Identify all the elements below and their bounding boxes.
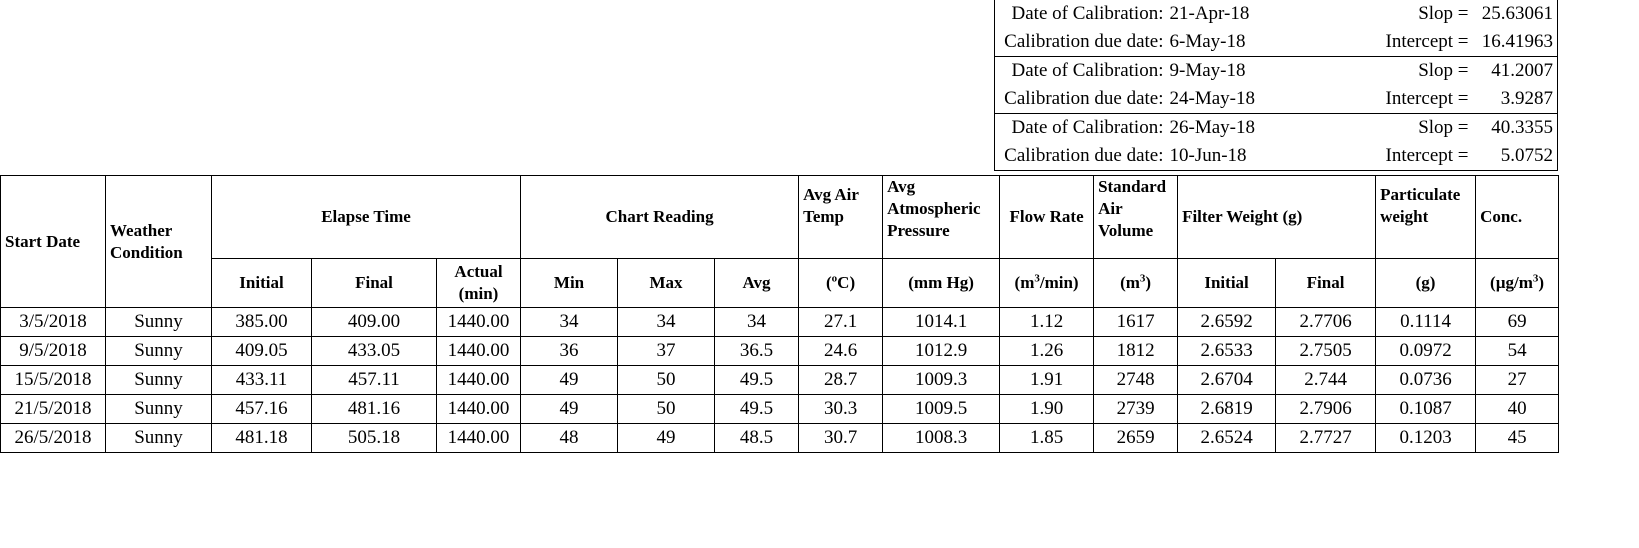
cell-avg-pressure: 1008.3 bbox=[883, 424, 1000, 453]
table-row bbox=[1, 366, 1559, 395]
cell-particulate-weight: 0.0972 bbox=[1376, 337, 1476, 366]
calibration-due-label: Calibration due date: bbox=[1004, 88, 1164, 109]
cell-conc: 40 bbox=[1476, 395, 1559, 424]
calibration-table bbox=[994, 0, 1558, 171]
cell-chart-avg: 49.5 bbox=[715, 366, 799, 395]
cell-start-date: 26/5/2018 bbox=[1, 424, 106, 453]
cell-elapse-initial: 457.16 bbox=[212, 395, 312, 424]
cell-weather: Sunny bbox=[106, 366, 212, 395]
header-start-date: Start Date bbox=[1, 176, 106, 308]
cell-filter-final: 2.7906 bbox=[1276, 395, 1376, 424]
cell-elapse-initial: 385.00 bbox=[212, 308, 312, 337]
cell-std-air-volume: 2659 bbox=[1094, 424, 1178, 453]
cell-start-date: 9/5/2018 bbox=[1, 337, 106, 366]
header-particulate-weight: Particulate weight bbox=[1376, 176, 1476, 259]
cell-start-date: 3/5/2018 bbox=[1, 308, 106, 337]
header-standard-air-volume: Standard Air Volume bbox=[1094, 176, 1178, 259]
table-row bbox=[1, 308, 1559, 337]
cell-avg-air-temp: 28.7 bbox=[799, 366, 883, 395]
cell-elapse-initial: 409.05 bbox=[212, 337, 312, 366]
header-elapse-time: Elapse Time bbox=[212, 176, 521, 259]
cell-flow-rate: 1.26 bbox=[1000, 337, 1094, 366]
calibration-due-value: 24-May-18 bbox=[1169, 88, 1255, 109]
calibration-due-row bbox=[995, 85, 1558, 114]
cell-elapse-actual: 1440.00 bbox=[437, 395, 521, 424]
cell-elapse-final: 505.18 bbox=[312, 424, 437, 453]
cell-chart-avg: 48.5 bbox=[715, 424, 799, 453]
intercept-label: Intercept = bbox=[1385, 31, 1469, 52]
cell-filter-initial: 2.6819 bbox=[1178, 395, 1276, 424]
calibration-date-value: 9-May-18 bbox=[1170, 57, 1280, 86]
cell-conc: 45 bbox=[1476, 424, 1559, 453]
measurement-table bbox=[0, 175, 1559, 453]
cell-std-air-volume: 1617 bbox=[1094, 308, 1178, 337]
header-filter-initial: Initial bbox=[1178, 259, 1276, 308]
cell-elapse-actual: 1440.00 bbox=[437, 366, 521, 395]
cell-avg-pressure: 1014.1 bbox=[883, 308, 1000, 337]
cell-filter-initial: 2.6533 bbox=[1178, 337, 1276, 366]
cell-flow-rate: 1.85 bbox=[1000, 424, 1094, 453]
cell-std-air-volume: 2739 bbox=[1094, 395, 1178, 424]
calibration-date-value: 26-May-18 bbox=[1170, 114, 1280, 143]
header-elapse-initial: Initial bbox=[212, 259, 312, 308]
slope-label: Slop = bbox=[1280, 57, 1475, 86]
cell-conc: 27 bbox=[1476, 366, 1559, 395]
cell-filter-final: 2.7505 bbox=[1276, 337, 1376, 366]
table-row bbox=[1, 337, 1559, 366]
header-temp-unit: ($^o$C) bbox=[799, 259, 883, 308]
header-pressure-unit: (mm Hg) bbox=[883, 259, 1000, 308]
header-conc: Conc. bbox=[1476, 176, 1559, 259]
cell-start-date: 21/5/2018 bbox=[1, 395, 106, 424]
header-chart-max: Max bbox=[618, 259, 715, 308]
header-flow-unit: $(m^3/\min)$ bbox=[1000, 259, 1094, 308]
intercept-value: 16.41963 bbox=[1481, 31, 1553, 52]
calibration-due-label: Calibration due date: bbox=[1004, 31, 1164, 52]
header-conc-unit: $(\mu g/m^3)$ bbox=[1476, 259, 1559, 308]
cell-chart-max: 49 bbox=[618, 424, 715, 453]
header-chart-avg: Avg bbox=[715, 259, 799, 308]
cell-std-air-volume: 1812 bbox=[1094, 337, 1178, 366]
cell-elapse-final: 481.16 bbox=[312, 395, 437, 424]
cell-start-date: 15/5/2018 bbox=[1, 366, 106, 395]
cell-std-air-volume: 2748 bbox=[1094, 366, 1178, 395]
cell-flow-rate: 1.90 bbox=[1000, 395, 1094, 424]
cell-avg-air-temp: 30.3 bbox=[799, 395, 883, 424]
header-chart-min: Min bbox=[521, 259, 618, 308]
header-weather-condition: Weather Condition bbox=[106, 176, 212, 308]
intercept-value: 3.9287 bbox=[1500, 88, 1553, 109]
cell-avg-pressure: 1009.5 bbox=[883, 395, 1000, 424]
cell-elapse-final: 433.05 bbox=[312, 337, 437, 366]
cell-elapse-actual: 1440.00 bbox=[437, 424, 521, 453]
cell-flow-rate: 1.91 bbox=[1000, 366, 1094, 395]
cell-particulate-weight: 0.1114 bbox=[1376, 308, 1476, 337]
cell-chart-min: 48 bbox=[521, 424, 618, 453]
cell-chart-min: 49 bbox=[521, 366, 618, 395]
table-row bbox=[1, 395, 1559, 424]
slope-label: Slop = bbox=[1280, 114, 1475, 143]
calibration-date-row bbox=[995, 114, 1558, 143]
cell-elapse-initial: 481.18 bbox=[212, 424, 312, 453]
calibration-date-value: 21-Apr-18 bbox=[1169, 3, 1250, 24]
header-flow-rate: Flow Rate bbox=[1000, 176, 1094, 259]
slope-label: Slop = bbox=[1418, 3, 1469, 24]
cell-particulate-weight: 0.1087 bbox=[1376, 395, 1476, 424]
cell-avg-pressure: 1012.9 bbox=[883, 337, 1000, 366]
cell-filter-final: 2.744 bbox=[1276, 366, 1376, 395]
intercept-value: 5.0752 bbox=[1500, 145, 1553, 166]
calibration-date-row bbox=[995, 57, 1558, 86]
header-filter-final: Final bbox=[1276, 259, 1376, 308]
intercept-label: Intercept = bbox=[1385, 145, 1469, 166]
calibration-date-label: Date of Calibration: bbox=[995, 57, 1170, 86]
cell-filter-final: 2.7706 bbox=[1276, 308, 1376, 337]
cell-elapse-actual: 1440.00 bbox=[437, 308, 521, 337]
cell-elapse-actual: 1440.00 bbox=[437, 337, 521, 366]
cell-chart-avg: 36.5 bbox=[715, 337, 799, 366]
cell-filter-initial: 2.6592 bbox=[1178, 308, 1276, 337]
cell-avg-air-temp: 24.6 bbox=[799, 337, 883, 366]
cell-filter-initial: 2.6704 bbox=[1178, 366, 1276, 395]
cell-chart-max: 50 bbox=[618, 366, 715, 395]
slope-value: 40.3355 bbox=[1475, 114, 1558, 143]
cell-chart-max: 34 bbox=[618, 308, 715, 337]
header-avg-atm-pressure: Avg Atmospheric Pressure bbox=[883, 176, 1000, 259]
calibration-date-row bbox=[995, 0, 1558, 28]
cell-chart-avg: 34 bbox=[715, 308, 799, 337]
header-elapse-final: Final bbox=[312, 259, 437, 308]
intercept-label: Intercept = bbox=[1385, 88, 1469, 109]
cell-elapse-initial: 433.11 bbox=[212, 366, 312, 395]
cell-chart-max: 50 bbox=[618, 395, 715, 424]
calibration-due-value: 6-May-18 bbox=[1169, 31, 1246, 52]
cell-elapse-final: 457.11 bbox=[312, 366, 437, 395]
cell-chart-avg: 49.5 bbox=[715, 395, 799, 424]
cell-filter-final: 2.7727 bbox=[1276, 424, 1376, 453]
cell-particulate-weight: 0.0736 bbox=[1376, 366, 1476, 395]
cell-avg-air-temp: 27.1 bbox=[799, 308, 883, 337]
cell-avg-air-temp: 30.7 bbox=[799, 424, 883, 453]
cell-conc: 54 bbox=[1476, 337, 1559, 366]
header-filter-weight: Filter Weight (g) bbox=[1178, 176, 1376, 259]
header-volume-unit: $(m^3)$ bbox=[1094, 259, 1178, 308]
cell-weather: Sunny bbox=[106, 395, 212, 424]
table-row bbox=[1, 424, 1559, 453]
cell-chart-min: 36 bbox=[521, 337, 618, 366]
header-avg-air-temp: Avg Air Temp bbox=[799, 176, 883, 259]
cell-weather: Sunny bbox=[106, 308, 212, 337]
cell-flow-rate: 1.12 bbox=[1000, 308, 1094, 337]
cell-conc: 69 bbox=[1476, 308, 1559, 337]
slope-value: 41.2007 bbox=[1475, 57, 1558, 86]
cell-particulate-weight: 0.1203 bbox=[1376, 424, 1476, 453]
slope-value: 25.63061 bbox=[1481, 3, 1553, 24]
cell-elapse-final: 409.00 bbox=[312, 308, 437, 337]
cell-weather: Sunny bbox=[106, 337, 212, 366]
calibration-due-row bbox=[995, 142, 1558, 171]
cell-chart-min: 49 bbox=[521, 395, 618, 424]
cell-filter-initial: 2.6524 bbox=[1178, 424, 1276, 453]
cell-avg-pressure: 1009.3 bbox=[883, 366, 1000, 395]
calibration-due-value: 10-Jun-18 bbox=[1169, 145, 1247, 166]
header-elapse-actual: Actual (min) bbox=[437, 259, 521, 308]
header-pw-unit: (g) bbox=[1376, 259, 1476, 308]
cell-weather: Sunny bbox=[106, 424, 212, 453]
calibration-date-label: Date of Calibration: bbox=[995, 114, 1170, 143]
calibration-due-row bbox=[995, 28, 1558, 57]
cell-chart-max: 37 bbox=[618, 337, 715, 366]
calibration-date-label: Date of Calibration: bbox=[1011, 3, 1164, 24]
cell-chart-min: 34 bbox=[521, 308, 618, 337]
header-chart-reading: Chart Reading bbox=[521, 176, 799, 259]
calibration-due-label: Calibration due date: bbox=[1004, 145, 1164, 166]
